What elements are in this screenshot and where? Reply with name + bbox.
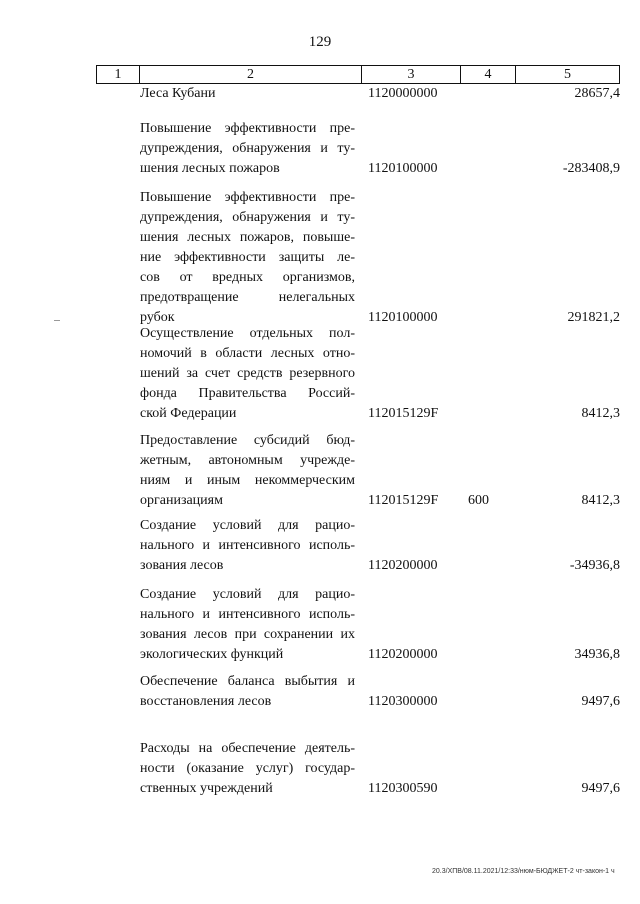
row-description [140, 672, 355, 712]
description-line: ности (оказание услуг) государ- [140, 761, 355, 776]
row-code: 1120200000 [368, 647, 438, 662]
row-description [140, 324, 355, 424]
column-header-1: 1 [97, 66, 140, 84]
description-line: экологических функций [140, 647, 284, 662]
row-expense-type: 600 [468, 493, 489, 508]
row-amount: 8412,3 [581, 493, 620, 508]
description-line: Создание условий для рацио- [140, 587, 355, 602]
description-line: номочий в области лесных отно- [140, 346, 355, 361]
description-line: ской Федерации [140, 406, 237, 421]
description-line: жетным, автономным учрежде- [140, 453, 355, 468]
row-description [140, 84, 355, 104]
page-number: 129 [308, 34, 332, 50]
description-line: Предоставление субсидий бюд- [140, 433, 355, 448]
description-line: ние эффективности защиты ле- [140, 250, 355, 265]
description-line: зования лесов [140, 558, 224, 573]
row-code: 1120100000 [368, 310, 438, 325]
row-amount: -283408,9 [562, 161, 620, 176]
row-amount: 28657,4 [574, 86, 620, 101]
description-line: восстановления лесов [140, 694, 272, 709]
row-code: 1120200000 [368, 558, 438, 573]
description-line: организациям [140, 493, 223, 508]
description-line: предотвращение нелегальных [140, 290, 355, 305]
row-code: 112015129F [368, 493, 439, 508]
description-line: Обеспечение баланса выбытия и [140, 674, 355, 689]
column-header-2: 2 [140, 66, 362, 84]
row-code: 1120000000 [368, 86, 438, 101]
column-header-4: 4 [461, 66, 516, 84]
description-line: рубок [140, 310, 175, 325]
description-line: Леса Кубани [140, 86, 216, 101]
row-code: 1120300590 [368, 781, 438, 796]
description-line: дупреждения, обнаружения и ту- [140, 141, 355, 156]
description-line: ственных учреждений [140, 781, 273, 796]
description-line: шений за счет средств резервного [140, 366, 355, 381]
description-line: ниям и иным некоммерческим [140, 473, 355, 488]
row-description [140, 585, 355, 665]
row-description [140, 739, 355, 799]
column-header-5: 5 [516, 66, 620, 84]
row-amount: 291821,2 [567, 310, 620, 325]
description-line: шения лесных пожаров [140, 161, 280, 176]
description-line: нального и интенсивного исполь- [140, 607, 355, 622]
row-amount: -34936,8 [569, 558, 620, 573]
description-line: Осуществление отдельных пол- [140, 326, 355, 341]
description-line: фонда Правительства Россий- [140, 386, 355, 401]
description-line: зования лесов при сохранении их [140, 627, 355, 642]
row-description [140, 431, 355, 511]
description-line: Повышение эффективности пре- [140, 121, 355, 136]
column-header-3: 3 [362, 66, 461, 84]
row-amount: 9497,6 [581, 694, 620, 709]
row-amount: 9497,6 [581, 781, 620, 796]
row-code: 112015129F [368, 406, 439, 421]
description-line: нального и интенсивного исполь- [140, 538, 355, 553]
row-code: 1120300000 [368, 694, 438, 709]
description-line: сов от вредных организмов, [140, 270, 355, 285]
description-line: Повышение эффективности пре- [140, 190, 355, 205]
row-amount: 34936,8 [574, 647, 620, 662]
row-description [140, 119, 355, 179]
row-code: 1120100000 [368, 161, 438, 176]
description-line: Создание условий для рацио- [140, 518, 355, 533]
row-amount: 8412,3 [581, 406, 620, 421]
description-line: шения лесных пожаров, повыше- [140, 230, 355, 245]
footer-code: 20.3/ХПВ/08.11.2021/12:33/нюм-БЮДЖЕТ-2 чт-закон-1 ч [432, 868, 615, 875]
description-line: Расходы на обеспечение деятель- [140, 741, 355, 756]
row-description [140, 188, 355, 328]
row-description [140, 516, 355, 576]
description-line: дупреждения, обнаружения и ту- [140, 210, 355, 225]
